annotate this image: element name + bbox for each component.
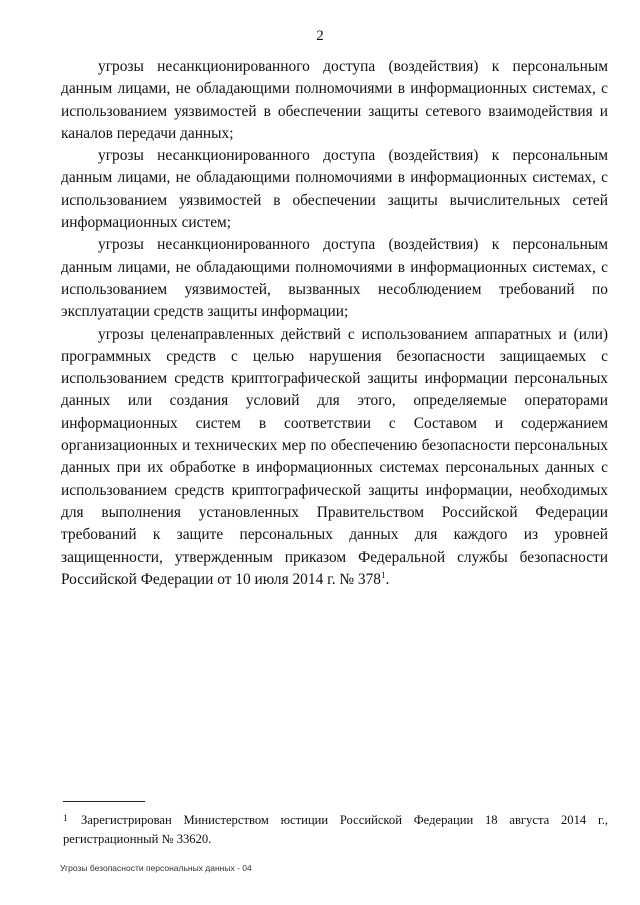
footer-label: Угрозы безопасности персональных данных - 04 — [60, 863, 252, 873]
paragraph-text: угрозы несанкционированного доступа (воздействия) к персональным данным лицами, не обладающими полномочиями в информационных системах, с использованием уязвимостей в обеспечении защиты сетевого взаимодействия и каналов передачи данных; — [61, 58, 608, 142]
document-body — [61, 56, 608, 591]
paragraph-tail: . — [385, 570, 390, 588]
footnote-reference: 1 — [381, 569, 386, 580]
footnote-separator — [63, 801, 145, 802]
paragraph-threat-protection-misuse — [61, 234, 608, 323]
page-number: 2 — [316, 28, 324, 44]
footnote-mark: 1 — [63, 813, 68, 823]
paragraph-text: угрозы целенаправленных действий с использованием аппаратных и (или) программных средств с целью нарушения безопасности защищаемых с использованием средств криптографической защиты информации персональных данных или создания условий для этого, определяемые операторами информационных систем в соответствии с Составом и содержанием организационных и технических мер по обеспечению безопасности персональных данных при их обработке в информационных системах персональных данных с использованием средств криптографической защиты информации, необходимых для выполнения установленных Правительством Российской Федерации требований к защите персональных данных для каждого из уровней защищенности, утвержденным приказом Федеральной службы безопасности Российской Федерации от 10 июля 2014 г. № 378 — [61, 325, 608, 588]
footnote — [63, 811, 608, 849]
paragraph-text: угрозы несанкционированного доступа (воздействия) к персональным данным лицами, не обладающими полномочиями в информационных системах, с использованием уязвимостей в обеспечении защиты вычислительных сетей информационных систем; — [61, 147, 608, 232]
paragraph-threat-computing-networks — [61, 145, 608, 234]
footnote-text: Зарегистрирован Министерством юстиции Российской Федерации 18 августа 2014 г., регистрационный № 33620. — [63, 813, 608, 846]
paragraph-threat-targeted-actions — [61, 324, 608, 592]
paragraph-text: угрозы несанкционированного доступа (воздействия) к персональным данным лицами, не обладающими полномочиями в информационных системах, с использованием уязвимостей, вызванных несоблюдением требований по эксплуатации средств защиты информации; — [61, 236, 608, 321]
paragraph-threat-network — [61, 56, 608, 145]
